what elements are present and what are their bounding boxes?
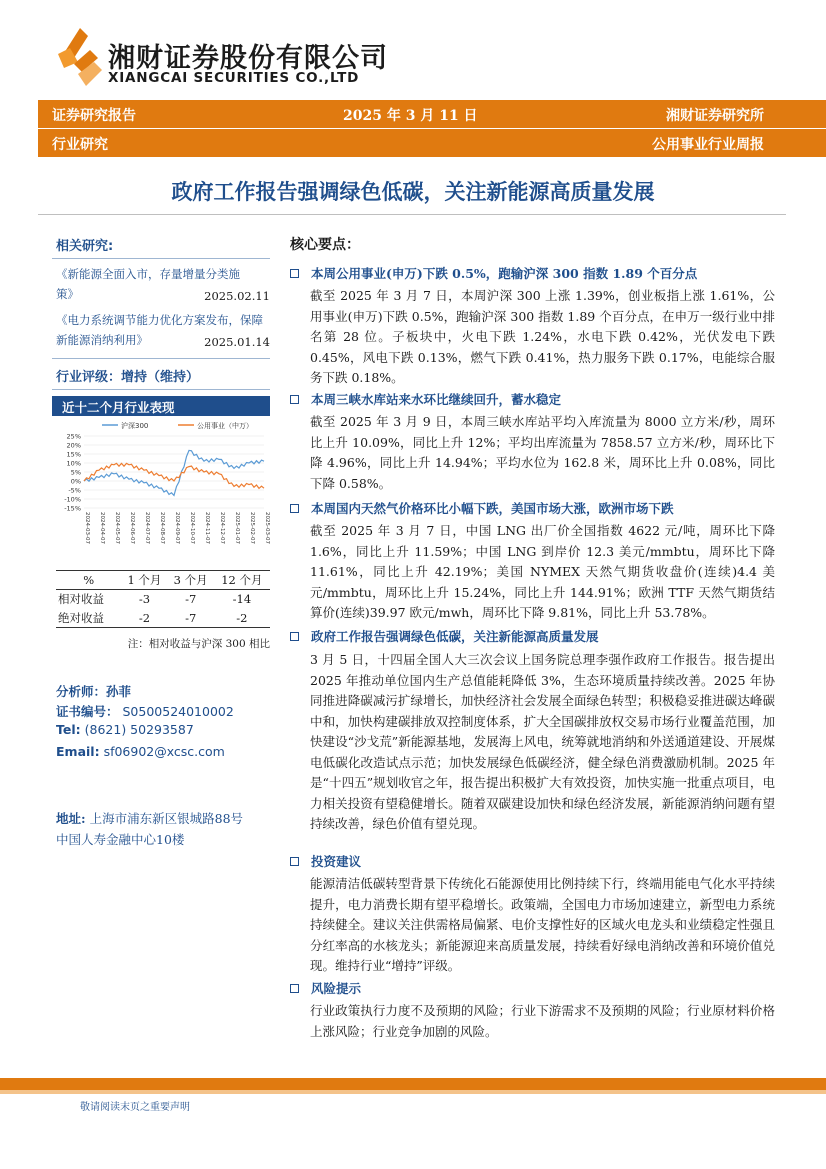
address-line-1: 上海市浦东新区银城路88号 xyxy=(89,811,244,826)
section-body: 截至 2025 年 3 月 9 日，本周三峡水库站平均入库流量为 8000 立方米/秒，周环比上升 10.09%，同比上升 12%；平均出库流量为 7858.57 立方米/秒，周环比下降 4.96%，同比上升 14.94%；平均水位为 162.8 米，周环比上升 0.08%，同比下降 0.58%。 xyxy=(310,414,775,491)
table-row xyxy=(56,590,270,609)
hollow-square-icon xyxy=(290,269,299,278)
footer-disclaimer: 敬请阅读末页之重要声明 xyxy=(80,1102,190,1113)
section-heading: 本周国内天然气价格环比小幅下跌，美国市场大涨，欧洲市场下跌 xyxy=(290,499,674,517)
email-label: Email: xyxy=(56,744,100,759)
report-type: 证券研究报告 xyxy=(52,108,136,124)
table-cell: -2 xyxy=(214,609,270,628)
table-row xyxy=(56,609,270,628)
table-cell: -14 xyxy=(232,592,252,607)
tel-label: Tel: xyxy=(56,722,81,737)
section-body: 截至 2025 年 3 月 7 日，本周沪深 300 上涨 1.39%，创业板指上涨 1.61%，公用事业(申万)下跌 0.5%，跑输沪深 300 指数 1.89 个百分点，在申万一级行业中排名第 28 位。子板块中，火电下跌 1.24%，水电下跌 0.42%，光伏发电下跌 0.45%，风电下跌 0.13%，燃气下跌 0.41%，热力服务下跌 0.17%，电能综合服务下跌 0.18%。 xyxy=(310,288,775,385)
email-address[interactable]: sf06902@xcsc.com xyxy=(103,744,225,759)
table-note: 注：相对收益与沪深 300 相比 xyxy=(127,638,270,650)
table-cell: -7 xyxy=(168,609,214,628)
table-header-cell: 12 个月 xyxy=(214,571,270,590)
related-item-1[interactable] xyxy=(56,264,270,306)
address-line-2: 中国人寿金融中心10楼 xyxy=(56,832,185,847)
x-tick-label: 2024-08-07 xyxy=(159,512,165,544)
y-tick-label: -5% xyxy=(68,486,81,495)
company-name-cn: 湘财证券股份有限公司 xyxy=(108,43,388,74)
section-heading: 投资建议 xyxy=(290,852,361,870)
related-item-title: 《电力系统调节能力优化方案发布，保障新能源消纳利用》 xyxy=(56,313,263,347)
section-heading: 本周三峡水库站来水环比继续回升，蓄水稳定 xyxy=(290,390,561,408)
company-name-en: XIANGCAI SECURITIES CO.,LTD xyxy=(108,70,360,86)
returns-table xyxy=(56,570,270,628)
x-tick-label: 2025-02-07 xyxy=(249,512,255,544)
report-date: 2025 年 3 月 11 日 xyxy=(343,108,478,124)
related-item-2[interactable] xyxy=(56,310,270,352)
analyst-label: 分析师： xyxy=(56,684,107,699)
table-cell: -7 xyxy=(185,592,197,607)
x-tick-label: 2025-01-07 xyxy=(234,512,240,544)
hollow-square-icon xyxy=(290,857,299,866)
header-band-bottom xyxy=(38,129,826,157)
hollow-square-icon xyxy=(290,984,299,993)
analyst-name: 孙菲 xyxy=(106,684,132,699)
x-tick-label: 2024-10-07 xyxy=(189,512,195,544)
email[interactable] xyxy=(56,744,225,759)
section-heading: 政府工作报告强调绿色低碳，关注新能源高质量发展 xyxy=(290,627,599,645)
cert-label: 证书编号： xyxy=(56,704,119,719)
industry-rating: 行业评级：增持（维持） xyxy=(56,370,200,385)
certificate xyxy=(56,702,234,720)
tel-number: (8621) 50293587 xyxy=(84,722,194,737)
y-tick-label: 20% xyxy=(66,441,81,450)
y-tick-label: 15% xyxy=(66,450,81,459)
y-tick-label: 5% xyxy=(70,468,81,477)
legend-label: 公用事业（中万） xyxy=(197,422,253,430)
footer-band-light xyxy=(0,1090,826,1094)
divider xyxy=(52,358,270,359)
section-body: 3 月 5 日，十四届全国人大三次会议上国务院总理李强作政府工作报告。报告提出 2025 年推动单位国内生产总值能耗降低 3%，生态环境质量持续改善。2025 年协同推进降碳减污扩绿增长，加快经济社会发展全面绿色转型；积极稳妥推进碳达峰碳中和，加快构建碳排放双控制度体系，扩大全国碳排放权交易市场行业覆盖范围，加快建设“沙戈荒”新能源基地，发展海上风电，统筹就地消纳和外送通道建设、开展煤电低碳化改造试点示范；加快发展绿色低碳经济，健全绿色消费激励机制。2025 年是“十四五”规划收官之年，报告提出积极扩大有效投资，加快实施一批重点项目，电力相关投资有望稳健增长。随着双碳建设加快和绿色经济发展，新能源消纳问题有望持续改善，绿色价值有望兑现。 xyxy=(310,652,775,831)
y-tick-label: -10% xyxy=(64,495,81,504)
x-tick-label: 2024-12-07 xyxy=(219,512,225,544)
y-tick-label: 25% xyxy=(66,432,81,441)
x-tick-label: 2024-09-07 xyxy=(174,512,180,544)
x-tick-label: 2024-07-07 xyxy=(144,512,150,544)
related-research-heading: 相关研究: xyxy=(56,239,114,254)
section-body: 能源清洁低碳转型背景下传统化石能源使用比例持续下行，终端用能电气化水平持续提升，电力消费长期有望平稳增长。政策端，全国电力市场加速建立，新型电力系统持续健全。建议关注供需格局偏紧、电价支撑性好的区域火电龙头和业绩稳定性强且分红率高的水核龙头；新能源迎来高质量发展，持续看好绿电消纳改善和环境价值兑现。维持行业“增持”评级。 xyxy=(310,876,775,973)
section-body: 截至 2025 年 3 月 7 日，中国 LNG 出厂价全国指数 4622 元/吨，周环比下降 1.6%，同比上升 11.59%；中国 LNG 到岸价 12.3 美元/mmbtu，周环比下降 11.61%，同比上升 42.19%；美国 NYMEX 天然气期货收盘价(连续)4.4 美元/mmbtu，周环比上升 15.24%，同比上升 144.91%；欧洲 TTF 天然气期货结算价(连续)39.97 欧元/mwh，周环比下降 9.81%，同比上升 53.78%。 xyxy=(310,523,775,620)
title-divider xyxy=(38,214,786,215)
page-title: 政府工作报告强调绿色低碳，关注新能源高质量发展 xyxy=(171,180,655,204)
y-tick-label: 10% xyxy=(66,459,81,468)
section-heading: 风险提示 xyxy=(290,979,361,997)
hollow-square-icon xyxy=(290,395,299,404)
x-tick-label: 2025-03-07 xyxy=(264,512,270,544)
y-tick-label: 0% xyxy=(70,477,81,486)
divider xyxy=(52,258,270,259)
y-tick-label: -15% xyxy=(64,504,81,513)
table-cell: -2 xyxy=(121,609,167,628)
table-header-cell: % xyxy=(56,571,121,590)
telephone xyxy=(56,722,194,737)
address-label: 地址: xyxy=(56,811,86,826)
header-band-top xyxy=(38,100,826,128)
table-header-row xyxy=(56,571,270,590)
x-tick-label: 2024-11-07 xyxy=(204,512,210,544)
related-item-date: 2025.02.11 xyxy=(204,289,270,303)
table-cell: -3 xyxy=(138,592,151,607)
x-tick-label: 2024-06-07 xyxy=(129,512,135,544)
table-header-cell: 3 个月 xyxy=(168,571,214,590)
xiangcai-logo-icon xyxy=(58,28,106,86)
hollow-square-icon xyxy=(290,632,299,641)
x-tick-label: 2024-04-07 xyxy=(99,512,105,544)
series-line xyxy=(84,450,264,495)
divider xyxy=(52,389,270,390)
report-category: 公用事业行业周报 xyxy=(652,137,764,153)
research-type: 行业研究 xyxy=(52,137,108,153)
footer-band xyxy=(0,1078,826,1090)
table-header-cell: 1 个月 xyxy=(121,571,167,590)
table-cell-label: 绝对收益 xyxy=(56,609,121,628)
institute-name: 湘财证券研究所 xyxy=(666,108,764,124)
x-tick-label: 2024-05-07 xyxy=(114,512,120,544)
legend-label: 沪深300 xyxy=(121,422,149,430)
section-heading: 本周公用事业(申万)下跌 0.5%，跑输沪深 300 指数 1.89 个百分点 xyxy=(290,264,697,282)
cert-number: S0500524010002 xyxy=(122,704,234,719)
related-item-title: 《新能源全面入市，存量增量分类施策》 xyxy=(56,267,240,301)
core-points-title: 核心要点： xyxy=(290,237,360,253)
address xyxy=(56,808,286,850)
x-tick-label: 2024-03-07 xyxy=(84,512,90,544)
analyst xyxy=(56,682,131,700)
section-body: 行业政策执行力度不及预期的风险；行业下游需求不及预期的风险；行业原材料价格上涨风险；行业竞争加剧的风险。 xyxy=(310,1003,775,1039)
performance-chart xyxy=(56,416,270,564)
related-item-date: 2025.01.14 xyxy=(204,335,270,349)
hollow-square-icon xyxy=(290,504,299,513)
performance-heading: 近十二个月行业表现 xyxy=(52,396,270,416)
table-cell-label: 相对收益 xyxy=(58,592,104,607)
